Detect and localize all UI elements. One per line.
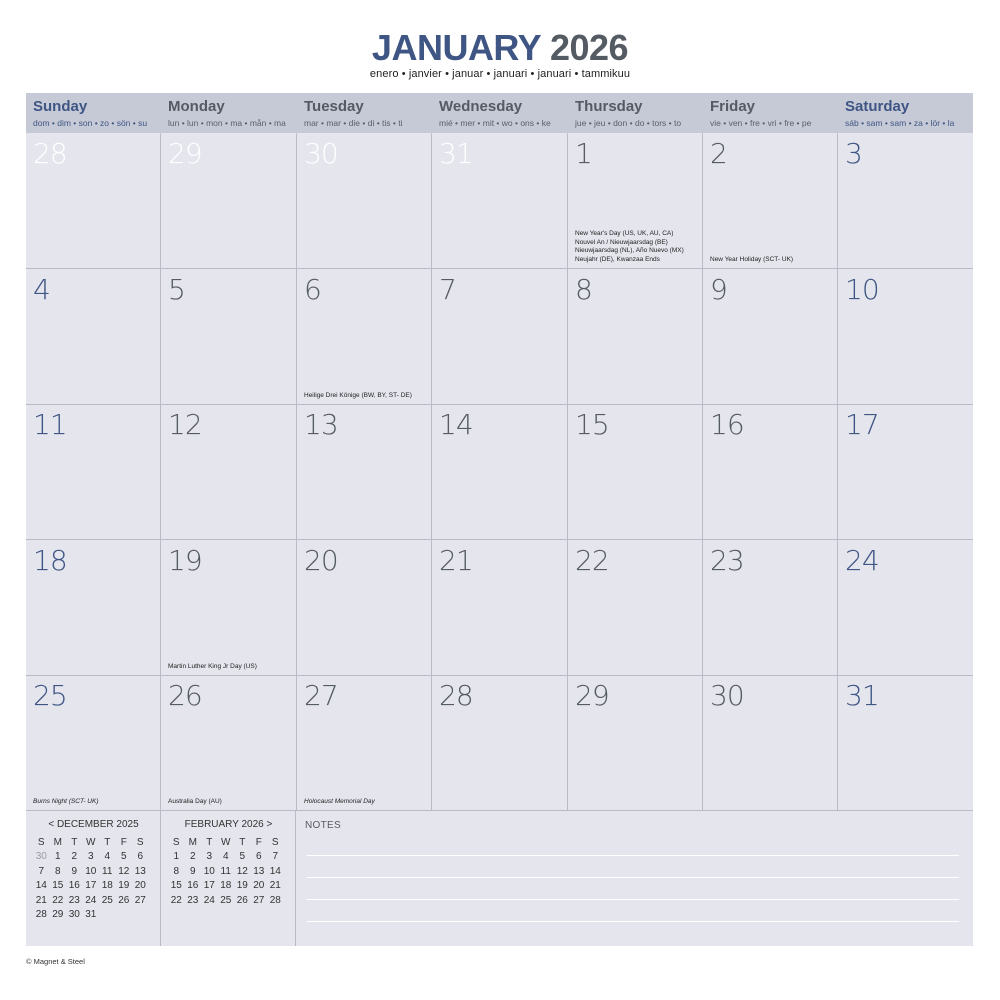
weekday-name: Wednesday bbox=[439, 98, 523, 115]
day-cell[interactable] bbox=[432, 540, 568, 676]
day-number: 17 bbox=[845, 408, 879, 441]
mini-day: 28 bbox=[35, 909, 47, 921]
mini-weekday: F bbox=[255, 836, 262, 848]
mini-day: 11 bbox=[102, 865, 113, 877]
day-cell[interactable] bbox=[838, 675, 973, 811]
notes-line bbox=[307, 899, 959, 900]
day-cell[interactable] bbox=[297, 269, 432, 405]
mini-day: 8 bbox=[173, 865, 180, 877]
mini-day: 13 bbox=[134, 865, 146, 877]
weekday-name: Saturday bbox=[845, 98, 910, 115]
mini-day: 25 bbox=[220, 894, 232, 906]
mini-weekday: T bbox=[239, 836, 246, 848]
day-number: 29 bbox=[168, 137, 202, 170]
day-cell[interactable] bbox=[838, 133, 973, 269]
day-cell[interactable] bbox=[26, 133, 161, 269]
weekday-name: Thursday bbox=[575, 98, 643, 115]
day-cell[interactable] bbox=[297, 540, 432, 676]
day-cell[interactable] bbox=[703, 404, 838, 540]
weekday-header bbox=[26, 93, 973, 133]
day-number: 18 bbox=[33, 544, 67, 577]
weekday-abbreviations: mar • mar • die • di • tis • ti bbox=[304, 118, 403, 128]
mini-calendar-table bbox=[168, 835, 284, 908]
day-cell[interactable] bbox=[297, 133, 432, 269]
weekday-abbreviations: dom • dim • son • zo • sön • su bbox=[33, 118, 148, 128]
mini-day: 6 bbox=[255, 851, 262, 863]
day-number: 24 bbox=[845, 544, 879, 577]
mini-day: 30 bbox=[68, 909, 80, 921]
day-number: 27 bbox=[304, 679, 338, 712]
day-number: 15 bbox=[575, 408, 609, 441]
day-number: 5 bbox=[168, 273, 185, 306]
mini-day: 7 bbox=[38, 865, 45, 877]
day-cell[interactable] bbox=[161, 540, 297, 676]
mini-day: 14 bbox=[35, 880, 47, 892]
mini-weekday: T bbox=[71, 836, 78, 848]
mini-day bbox=[132, 908, 149, 923]
day-cell[interactable] bbox=[703, 675, 838, 811]
mini-day: 1 bbox=[54, 851, 61, 863]
mini-day: 17 bbox=[85, 880, 97, 892]
mini-day: 31 bbox=[85, 909, 97, 921]
mini-day: 17 bbox=[203, 880, 215, 892]
mini-day: 19 bbox=[118, 880, 130, 892]
weekday-abbreviations: vie • ven • fre • vri • fre • pe bbox=[710, 118, 812, 128]
mini-day: 21 bbox=[35, 894, 47, 906]
mini-day: 20 bbox=[253, 880, 265, 892]
day-number: 14 bbox=[439, 408, 473, 441]
mini-day: 25 bbox=[101, 894, 113, 906]
day-number: 30 bbox=[710, 679, 744, 712]
weekday-name: Friday bbox=[710, 98, 756, 115]
mini-day: 4 bbox=[104, 851, 111, 863]
weekday-wednesday bbox=[432, 93, 568, 133]
day-number: 1 bbox=[575, 137, 592, 170]
day-cell[interactable] bbox=[297, 404, 432, 540]
day-number: 16 bbox=[710, 408, 744, 441]
day-cell[interactable] bbox=[838, 540, 973, 676]
mini-day: 30 bbox=[35, 851, 47, 863]
mini-day: 14 bbox=[269, 865, 281, 877]
mini-day: 18 bbox=[220, 880, 232, 892]
mini-day: 12 bbox=[236, 865, 248, 877]
mini-day: 19 bbox=[236, 880, 248, 892]
weekday-name: Sunday bbox=[33, 98, 88, 115]
day-number: 13 bbox=[304, 408, 338, 441]
holiday-label: New Year's Day (US, UK, AU, CA) Nouvel An / Nieuwjaarsdag (BE) Nieuwjaarsdag (NL), Año Nuevo (MX) Neujahr (DE), Kwanzaa Ends bbox=[575, 230, 684, 263]
mini-day: 11 bbox=[220, 865, 231, 877]
notes-line bbox=[307, 877, 959, 878]
mini-day: 7 bbox=[272, 851, 279, 863]
day-number: 31 bbox=[439, 137, 473, 170]
mini-day: 16 bbox=[68, 880, 80, 892]
day-number: 12 bbox=[168, 408, 202, 441]
weekday-name: Tuesday bbox=[304, 98, 364, 115]
day-cell[interactable] bbox=[161, 269, 297, 405]
mini-day: 23 bbox=[187, 894, 199, 906]
day-cell[interactable] bbox=[432, 269, 568, 405]
mini-weekday: S bbox=[136, 836, 144, 848]
day-number: 20 bbox=[304, 544, 338, 577]
mini-day: 9 bbox=[189, 865, 196, 877]
day-cell[interactable] bbox=[703, 540, 838, 676]
weekday-friday bbox=[703, 93, 838, 133]
mini-day: 26 bbox=[118, 894, 130, 906]
weekday-monday bbox=[161, 93, 297, 133]
day-cell[interactable] bbox=[568, 675, 703, 811]
holiday-label: Martin Luther King Jr Day (US) bbox=[168, 662, 257, 670]
calendar-footer bbox=[26, 811, 973, 946]
mini-day: 6 bbox=[137, 851, 144, 863]
day-cell[interactable] bbox=[161, 133, 297, 269]
notes-line bbox=[307, 921, 959, 922]
mini-weekday: T bbox=[206, 836, 213, 848]
day-cell[interactable] bbox=[161, 404, 297, 540]
mini-weekday: S bbox=[271, 836, 279, 848]
day-cell[interactable] bbox=[838, 269, 973, 405]
holiday-label: Holocaust Memorial Day bbox=[304, 797, 375, 805]
title-month: JANUARY bbox=[371, 27, 541, 68]
mini-day: 8 bbox=[54, 865, 61, 877]
notes-label: NOTES bbox=[305, 820, 341, 831]
day-number: 31 bbox=[845, 679, 879, 712]
day-cell[interactable] bbox=[838, 404, 973, 540]
mini-calendar-table bbox=[33, 835, 149, 922]
weekday-thursday bbox=[568, 93, 703, 133]
mini-weekday: T bbox=[104, 836, 111, 848]
mini-day: 4 bbox=[222, 851, 229, 863]
copyright: © Magnet & Steel bbox=[26, 957, 85, 966]
weekday-abbreviations: sáb • sam • sam • za • lör • la bbox=[845, 118, 955, 128]
day-number: 19 bbox=[168, 544, 202, 577]
mini-day: 2 bbox=[189, 851, 196, 863]
day-number: 10 bbox=[845, 273, 879, 306]
day-number: 4 bbox=[33, 273, 50, 306]
mini-day: 20 bbox=[134, 880, 146, 892]
title-year: 2026 bbox=[549, 27, 629, 68]
day-cell[interactable] bbox=[26, 269, 161, 405]
mini-day: 2 bbox=[71, 851, 78, 863]
mini-day: 22 bbox=[52, 894, 64, 906]
holiday-label: New Year Holiday (SCT- UK) bbox=[710, 255, 794, 263]
day-number: 21 bbox=[439, 544, 473, 577]
day-cell[interactable] bbox=[568, 540, 703, 676]
day-number: 29 bbox=[575, 679, 609, 712]
day-number: 30 bbox=[304, 137, 338, 170]
day-number: 2 bbox=[710, 137, 727, 170]
mini-day: 26 bbox=[236, 894, 248, 906]
weekday-abbreviations: mié • mer • mit • wo • ons • ke bbox=[439, 118, 551, 128]
mini-day: 3 bbox=[206, 851, 213, 863]
mini-weekday: F bbox=[120, 836, 127, 848]
day-number: 25 bbox=[33, 679, 67, 712]
day-cell[interactable] bbox=[568, 133, 703, 269]
day-number: 11 bbox=[33, 408, 67, 441]
weekday-sunday bbox=[26, 93, 161, 133]
weekday-tuesday bbox=[297, 93, 432, 133]
day-number: 28 bbox=[439, 679, 473, 712]
holiday-label: Australia Day (AU) bbox=[168, 797, 222, 805]
mini-weekday: M bbox=[188, 836, 197, 848]
day-cell[interactable] bbox=[703, 269, 838, 405]
mini-weekday: S bbox=[37, 836, 45, 848]
mini-day bbox=[99, 908, 116, 923]
day-number: 28 bbox=[33, 137, 67, 170]
mini-day: 10 bbox=[85, 865, 97, 877]
mini-day: 9 bbox=[71, 865, 78, 877]
mini-day: 27 bbox=[253, 894, 265, 906]
mini-day: 16 bbox=[187, 880, 199, 892]
mini-weekday: S bbox=[172, 836, 180, 848]
mini-day: 28 bbox=[269, 894, 281, 906]
mini-calendar-prev bbox=[26, 811, 161, 946]
day-cell[interactable] bbox=[432, 133, 568, 269]
mini-day: 12 bbox=[118, 865, 130, 877]
mini-day: 24 bbox=[203, 894, 215, 906]
weekday-abbreviations: jue • jeu • don • do • tors • to bbox=[575, 118, 682, 128]
mini-day: 24 bbox=[85, 894, 97, 906]
mini-day: 22 bbox=[170, 894, 182, 906]
mini-day: 13 bbox=[253, 865, 265, 877]
mini-day: 23 bbox=[68, 894, 80, 906]
day-cell[interactable] bbox=[26, 404, 161, 540]
calendar-title bbox=[0, 28, 1000, 68]
mini-day: 3 bbox=[87, 851, 94, 863]
weekday-saturday bbox=[838, 93, 973, 133]
mini-weekday: M bbox=[53, 836, 62, 848]
day-cell[interactable] bbox=[297, 675, 432, 811]
mini-day: 18 bbox=[101, 880, 113, 892]
day-number: 22 bbox=[575, 544, 609, 577]
day-number: 23 bbox=[710, 544, 744, 577]
month-translations: enero • janvier • januar • januari • januari • tammikuu bbox=[369, 68, 631, 80]
day-cell[interactable] bbox=[703, 133, 838, 269]
weekday-name: Monday bbox=[168, 98, 225, 115]
mini-day: 1 bbox=[173, 851, 180, 863]
notes-line bbox=[307, 855, 959, 856]
day-number: 3 bbox=[845, 137, 862, 170]
day-cell[interactable] bbox=[568, 269, 703, 405]
mini-calendar-next bbox=[161, 811, 296, 946]
weekday-abbreviations: lun • lun • mon • ma • mån • ma bbox=[168, 118, 286, 128]
mini-day: 10 bbox=[203, 865, 215, 877]
day-number: 6 bbox=[304, 273, 321, 306]
calendar-grid bbox=[26, 93, 973, 946]
day-cell[interactable] bbox=[161, 675, 297, 811]
mini-day: 5 bbox=[239, 851, 246, 863]
day-cell[interactable] bbox=[26, 540, 161, 676]
day-cell[interactable] bbox=[432, 675, 568, 811]
mini-day: 15 bbox=[52, 880, 64, 892]
mini-day: 5 bbox=[120, 851, 127, 863]
mini-day: 21 bbox=[269, 880, 281, 892]
day-cell[interactable] bbox=[568, 404, 703, 540]
notes-area[interactable] bbox=[297, 811, 973, 946]
mini-weekday: W bbox=[221, 836, 231, 848]
mini-day: 29 bbox=[52, 909, 64, 921]
day-number: 8 bbox=[575, 273, 592, 306]
day-number: 9 bbox=[710, 273, 727, 306]
mini-day bbox=[116, 908, 133, 923]
holiday-label: Heilige Drei Könige (BW, BY, ST- DE) bbox=[304, 391, 412, 399]
day-number: 7 bbox=[439, 273, 456, 306]
mini-calendar-title[interactable]: < DECEMBER 2025 bbox=[48, 819, 139, 830]
day-cell[interactable] bbox=[432, 404, 568, 540]
day-cell[interactable] bbox=[26, 675, 161, 811]
day-number: 26 bbox=[168, 679, 202, 712]
mini-calendar-title[interactable]: FEBRUARY 2026 > bbox=[184, 819, 273, 830]
mini-day: 27 bbox=[134, 894, 146, 906]
mini-day: 15 bbox=[170, 880, 182, 892]
holiday-label: Burns Night (SCT- UK) bbox=[33, 797, 99, 805]
mini-weekday: W bbox=[86, 836, 96, 848]
